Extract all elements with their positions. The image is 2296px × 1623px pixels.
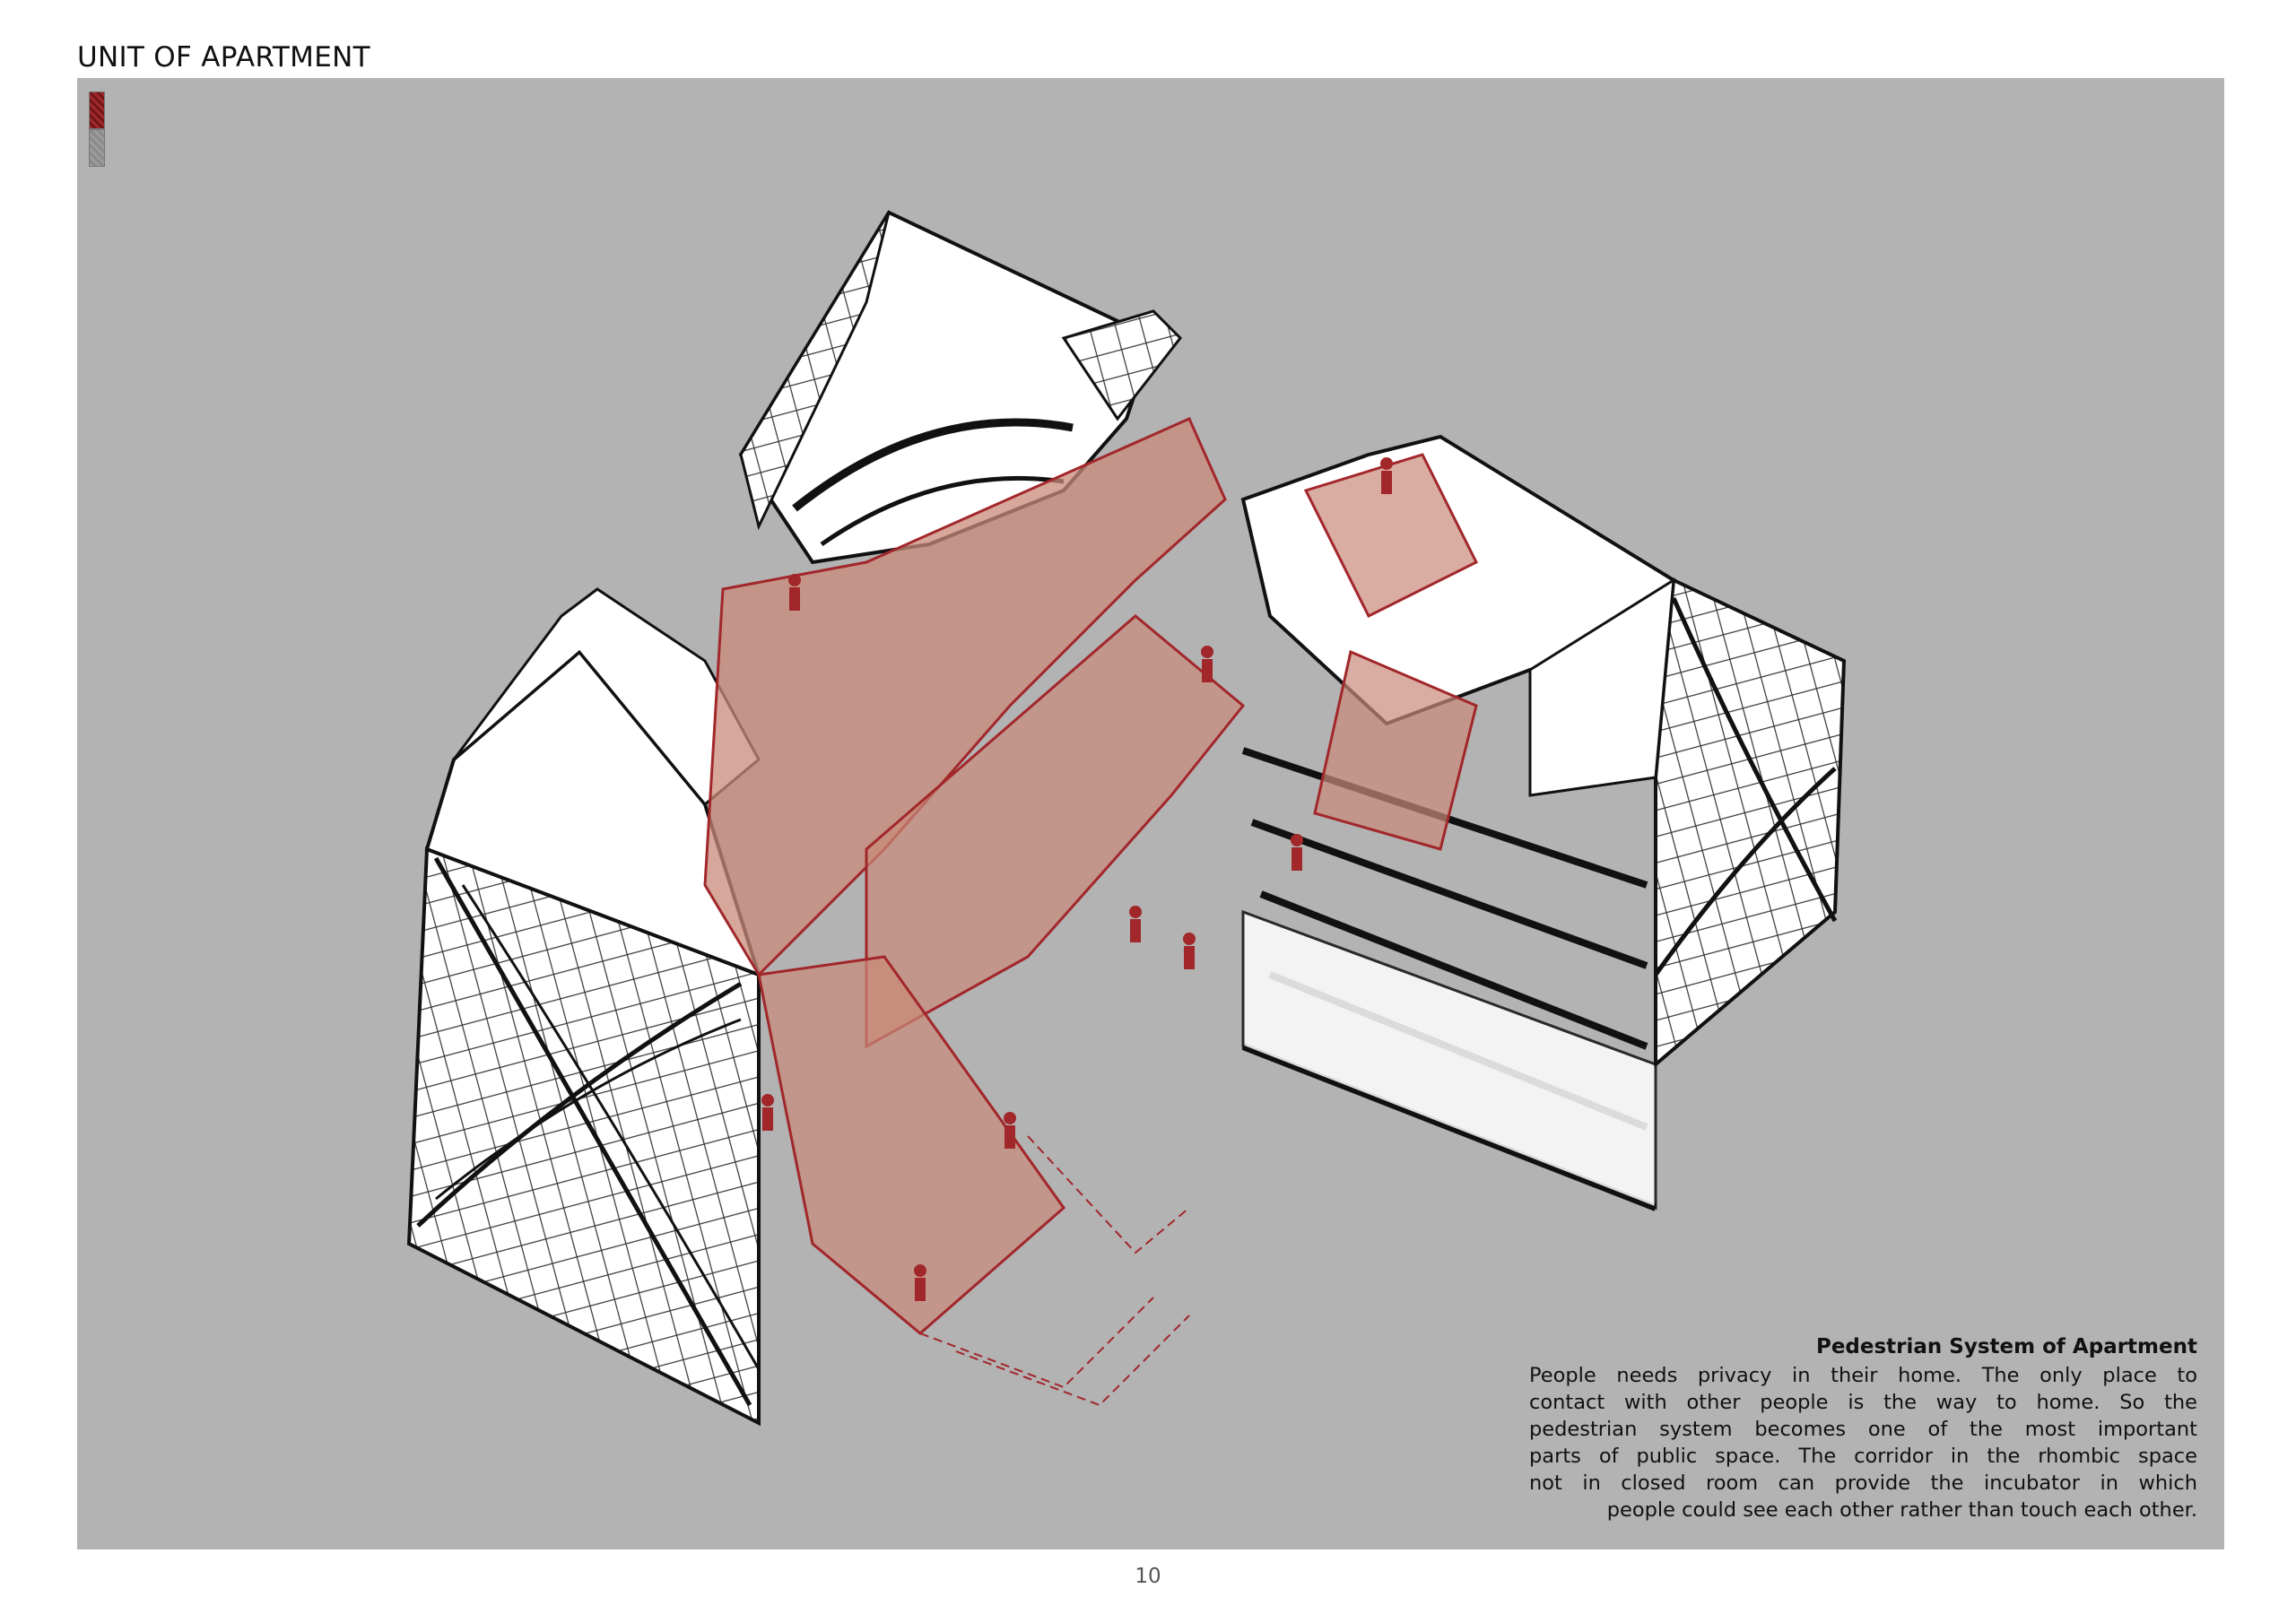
caption-line: People needs privacy in their home. The only place to	[1529, 1364, 2197, 1387]
drawing-panel	[77, 78, 2224, 1549]
caption-title: Pedestrian System of Apartment	[1815, 1335, 2197, 1358]
caption-line: contact with other people is the way to home. So the	[1529, 1391, 2197, 1414]
pedestrian-system	[705, 419, 1476, 1405]
axonometric-drawing	[77, 78, 2224, 1549]
caption-body	[1529, 1362, 2197, 1523]
right-wing	[1243, 437, 1844, 1208]
caption-line: not in closed room can provide the incubator in which	[1529, 1471, 2197, 1495]
page-title: UNIT OF APARTMENT	[77, 41, 370, 74]
left-wing	[409, 589, 759, 1423]
caption-line: parts of public space. The corridor in the rhombic space	[1529, 1445, 2197, 1468]
caption-line: people could see each other rather than touch each other.	[1606, 1498, 2197, 1522]
page-number: 10	[1135, 1565, 1161, 1588]
caption-line: pedestrian system becomes one of the most important	[1529, 1418, 2197, 1441]
